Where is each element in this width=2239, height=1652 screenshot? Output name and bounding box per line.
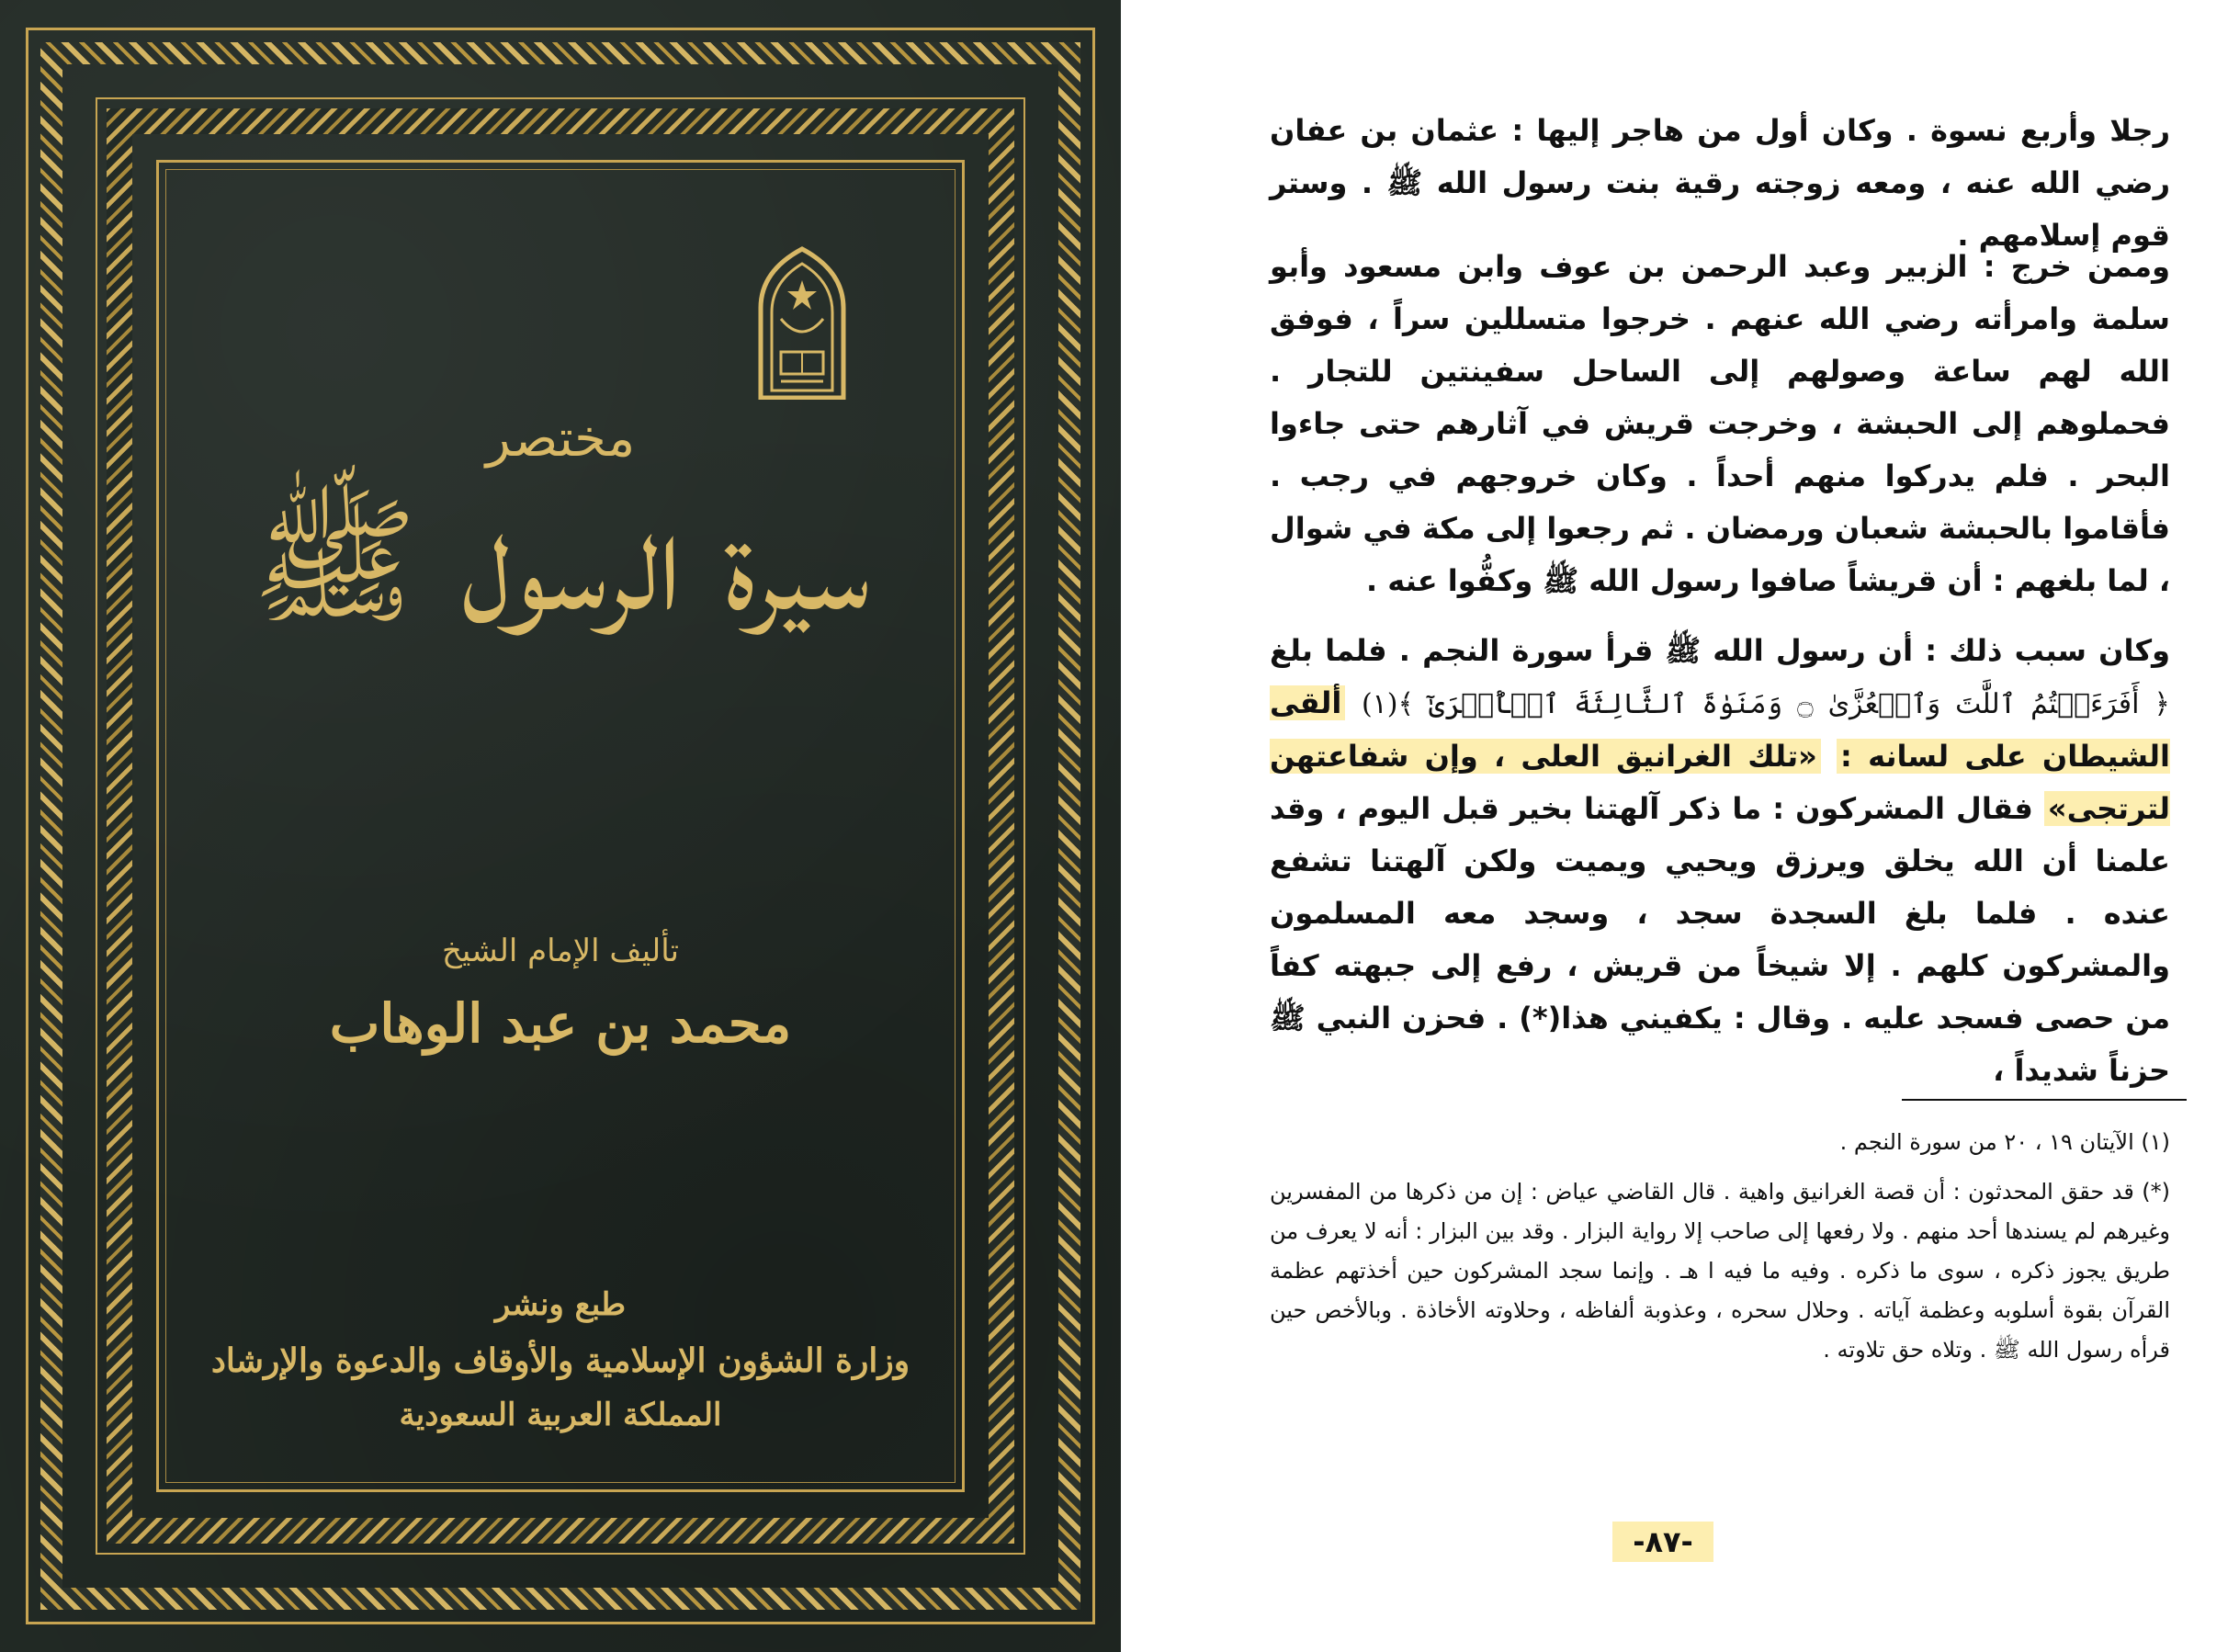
cover-publisher-label: طبع ونشر (494, 1286, 627, 1323)
paragraph-2: وممن خرج : الزبير وعبد الرحمن بن عوف وابن مسعود وأبو سلمة وامرأته رضي الله عنهم . خرجوا متسللين سراً ، فوفق الله لهم ساعة وصولهم إلى الساحل سفينتين للتجار . فحملوهم إلى الحبشة ، وخرجت قريش في آثارهم حتى جاءوا البحر . فلم يدركوا منهم أحداً . وكان خروجهم في رجب . فأقاموا بالحبشة شعبان ورمضان . ثم رجعوا إلى مكة في شوال ، لما بلغهم : أن قريشاً صافوا رسول الله ﷺ وكفُّوا عنه . (1270, 249, 2170, 598)
highlighted-phrase-1: ألقى الشيطان على لسانه : (1270, 685, 2171, 774)
paragraph-3 (1270, 625, 2170, 1097)
footnote-separator (1902, 1099, 2187, 1101)
footnote-1: (١) الآيتان ١٩ ، ٢٠ من سورة النجم . (1839, 1129, 2170, 1155)
cover-publisher-country: المملكة العربية السعودية (399, 1397, 722, 1433)
paragraph-1: رجلا وأربع نسوة . وكان أول من هاجر إليها : عثمان بن عفان رضي الله عنه ، ومعه زوجته رقية بنت رسول الله ﷺ . وستر قوم إسلامهم . (1270, 113, 2170, 253)
footnote-2: (*) قد حقق المحدثون : أن قصة الغرانيق واهية . قال القاضي عياض : إن من ذكرها من المفسرين وغيرهم لم يسندها أحد منهم . ولا رفعها إلى صاحب إلا رواية البزار . وقد بين البزار : أنه لا يعرف من طريق يجوز ذكره ، سوى ما ذكره . وفيه ما فيه ا هـ . وإنما سجد المشركون حين أخذتهم عظمة القرآن بقوة أسلوبه وعظمة آياته . وحلال سحره ، وعذوبة ألفاظه ، وحلاوته الأخاذة . وبالأخص حين قرأه رسول الله ﷺ . وتلاه حق تلاوته . (1270, 1179, 2170, 1363)
paragraph-3-body: فقال المشركون : ما ذكر آلهتنا بخير قبل اليوم ، وقد علمنا أن الله يخلق ويرزق ويحيي ويميت ولكن آلهتنا تشفع عنده . فلما بلغ السجدة سجد ، وسجد معه المسلمون والمشركون كلهم . إلا شيخاً من قريش ، رفع إلى جبهته كفاً من حصى فسجد عليه . وقال : يكفيني هذا(*) . فحزن النبي ﷺ حزناً شديداً ، (1270, 791, 2170, 1088)
cover-title-small: مختصر (485, 409, 636, 469)
paragraph-3-intro: وكان سبب ذلك : أن رسول الله ﷺ قرأ سورة النجم . فلما بلغ (1270, 633, 2170, 668)
book-page (1121, 0, 2239, 1652)
page-number: -٨٧- (1612, 1522, 1713, 1562)
cover-publisher-name: وزارة الشؤون الإسلامية والأوقاف والدعوة والإرشاد (210, 1341, 910, 1380)
highlighted-phrase-2: «تلك الغرانيق العلى ، وإن شفاعتهن لترتجى» (1270, 739, 2171, 826)
quran-verse: ﴿ أَفَرَءَيۡتُمُ ٱللَّٰتَ وَٱلۡعُزَّىٰ ۝ وَمَنَوٰةَ ٱلثَّالِثَةَ ٱلۡأُخۡرَىٰٓ ﴾(١) (1361, 688, 2170, 720)
cover-title-main: سيرة الرسول ﷺ (251, 482, 870, 642)
cover-author-name: محمد بن عبد الوهاب (329, 992, 792, 1055)
cover-author-prefix: تأليف الإمام الشيخ (441, 933, 680, 969)
ministry-emblem-icon (753, 243, 851, 400)
